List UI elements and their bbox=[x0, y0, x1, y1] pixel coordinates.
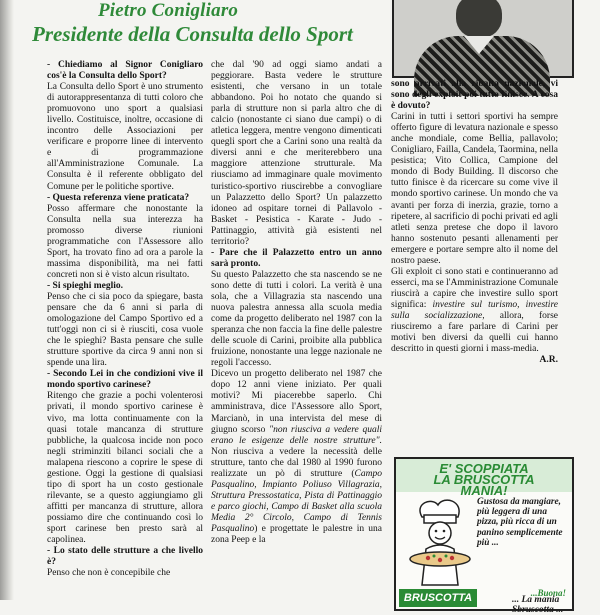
paragraph-athletes: Carini in tutti i settori sportivi ha sempre offerto figure di levatura nazionale e spesso anche mondiale, come Bellia, pallavolo; Conigliaro, Failla, Candela, Taormina, nella pesistica; Vito Collica, Campione del mondo di Body Building. Il discorso che tutto finisce è da ricercare su come vive il mondo sportivo carinese. Un mondo che va avanti per forza di inerzia, grazie, torno a ripetere, al sacrificio di pochi privati ed agli atleti senza pretese che dopo il lavoro hanno sostenuto pesanti allenamenti per emergere e portare sempre alto il nome del nostro paese. bbox=[391, 112, 558, 266]
author-signature: A.R. bbox=[539, 355, 558, 366]
project-text-a: Dicevo un progetto deliberato nel 1987 che dopo 12 anni viene iniziato. Per quali motivi? Mi piacerebbe saperlo. Chi amministrava, dice l'Assessore allo Sport, Marcianò, in una intervista del mese di giugno scorso bbox=[211, 369, 382, 435]
paragraph-exploits bbox=[391, 267, 558, 355]
question-2: - Questa referenza viene praticata? bbox=[47, 192, 190, 203]
ad-headline bbox=[396, 459, 572, 498]
answer-1: La Consulta dello Sport è uno strumento di autorappresentanza di tutti coloro che promuovono uno sport a qualsiasi livello. Costituisce, inoltre, occasione di incontro delle Associazioni per verificare e proporre linee di intervento e di programmazione all'Amministrazione Comunale. La Consulta è il referente obbligato del Comune per le politiche sportive. bbox=[47, 82, 203, 192]
exploits-italic: investire sul turismo, investire sulla socializzazione, bbox=[391, 299, 558, 321]
structures-list: Campo Pasqualino, Impianto Poliuso Villagrazia, Struttura Pressostatica, Pista di Pattinaggio e parco giochi, Campo di Basket alla scuola Media 2° Circolo, Campo di Tennis Pasqualino bbox=[211, 468, 382, 534]
ad-headline-line-3: MANIA! bbox=[460, 483, 508, 498]
ad-copy: Gustosa da mangiare, più leggera di una pizza, più ricca di un panino semplicemente più ... bbox=[477, 497, 563, 548]
article-column-3 bbox=[391, 79, 558, 366]
paragraph-palazzetto: Su questo Palazzetto che sta nascendo se ne sono dette di tutti i colori. La verità è una sola, che a Villagrazia sta nascendo una nuova palestra annessa alla scuola media come da progetto deliberato nel 1987 con la speranza che non faccia la fine delle palestre delle scuole di Carini, proibite alla pubblica fruizione, nonostante una legge nazionale ne regoli l'accesso. bbox=[211, 269, 382, 369]
question-1: - Chiediamo al Signor Conigliaro cos'è la Consulta dello Sport? bbox=[47, 60, 203, 82]
ad-tagline: ...Buona! bbox=[530, 588, 566, 598]
article-title-role: Presidente della Consulta dello Sport bbox=[32, 22, 353, 46]
ad-headline-line-2: LA BRUSCOTTA bbox=[433, 472, 535, 487]
article-column-1 bbox=[47, 60, 203, 579]
exploits-text-b: allora, forse riusciremo a fare parlare di Carini per motivi ben diversi da quelli cui hanno descritto in questi giorni i mass-media. bbox=[391, 310, 558, 355]
portrait-head bbox=[456, 0, 502, 38]
project-text-c: ) e progettate le palestre in una zona Peep e la bbox=[211, 523, 382, 546]
article-title-name: Pietro Conigliaro bbox=[98, 0, 239, 21]
question-exploits: sono arrivati alla ribalta nazionale, vi sono degli exploit poi tutto finisce. A cosa è dovuto? bbox=[391, 79, 558, 112]
answer-3: Penso che ci sia poco da spiegare, basta pensare che da 6 anni si parla di omologazione del Campo Sportivo ed a tutt'oggi non ci si è riusciti, cosa vuole che le spieghi? Basta pensare che sulle strutture sportive da circa 9 anni non si spende una lira. bbox=[47, 291, 203, 369]
question-4: - Secondo Lei in che condizioni vive il mondo sportivo carinese? bbox=[47, 369, 203, 391]
exploits-text-a: Gli exploit ci sono stati e continueranno ad esserci, ma se l'Amministrazione Comunale riuscirà a capire che investire sullo sport significa: bbox=[391, 266, 558, 310]
brand-logo: BRUSCOTTA bbox=[399, 589, 477, 607]
page-gutter-shadow bbox=[0, 0, 14, 600]
chef-illustration bbox=[404, 497, 476, 587]
question-3: - Si spieghi meglio. bbox=[47, 280, 124, 291]
bruscotta-advertisement bbox=[394, 457, 574, 615]
paragraph-project bbox=[211, 369, 382, 546]
article-column-2 bbox=[211, 60, 382, 546]
paragraph-structures: che dal '90 ad oggi siamo andati a peggiorare. Basta vedere le strutture esistenti, che versano in un totale abbandono. Poi ho notato che quando si parla di strutture non si parla altro che di calcio (nonostante ci siano due campi) o di atletica leggera, mentre vengono dimenticati quegli sport che a Carini sono una realtà da diversi anni e che meriterebbero una maggiore attenzione strutturale. Ma riusciamo ad immaginare quale movimento turistico-sportivo riuscirebbe a convogliare un Palazzetto dello Sport? Un palazzetto idoneo ad ospitare tornei di Pallavolo - Basket - Pesistica - Karate - Judo - Pattinaggio, attività già esistenti nel territorio? bbox=[211, 60, 382, 247]
question-palazzetto: - Pare che il Palazzetto entro un anno sarà pronto. bbox=[211, 247, 382, 269]
question-5: - Lo stato delle strutture a che livello è? bbox=[47, 546, 203, 568]
answer-2: Posso affermare che nonostante la Consulta nella sua interezza ha promosso diverse riunioni programmatiche con l'Assessore allo Sport, ha trovato fino ad ora a parole la massima disponibilità, ma nei fatti concreti non si è visto alcun risultato. bbox=[47, 203, 203, 280]
answer-4: Ritengo che grazie a pochi volenterosi privati, il mondo sportivo carinese è vivo, ma lotta continuamente con la quasi totale mancanza di strutture pubbliche, la qualcosa incide non poco negli striminziti bilanci sociali che a malapena riescono a coprire le spese di gestione. Oggi la gestione di qualsiasi tipo di sport ha un costo gestionale rilevante, se a questo aggiungiamo gli affitti per mancanza di strutture, allora possiamo dire che continuando così lo sport carinese ben presto sarà al capolinea. bbox=[47, 391, 203, 546]
ad-headline-line-1: E' SCOPPIATA bbox=[439, 461, 529, 476]
ad-bottom-slogan: ... La mania Sbruscotta ... bbox=[512, 595, 564, 615]
portrait-photo bbox=[392, 0, 574, 78]
assessor-quote: "non riusciva a vedere quali erano le esigenze delle nostre strutture". bbox=[211, 424, 383, 446]
answer-5: Penso che non è concepibile che bbox=[47, 568, 171, 579]
project-text-b: Non riusciva a vedere la necessità delle strutture, tanto che dal 1980 al 1990 furono realizzate un pò di strutture ( bbox=[211, 446, 382, 479]
